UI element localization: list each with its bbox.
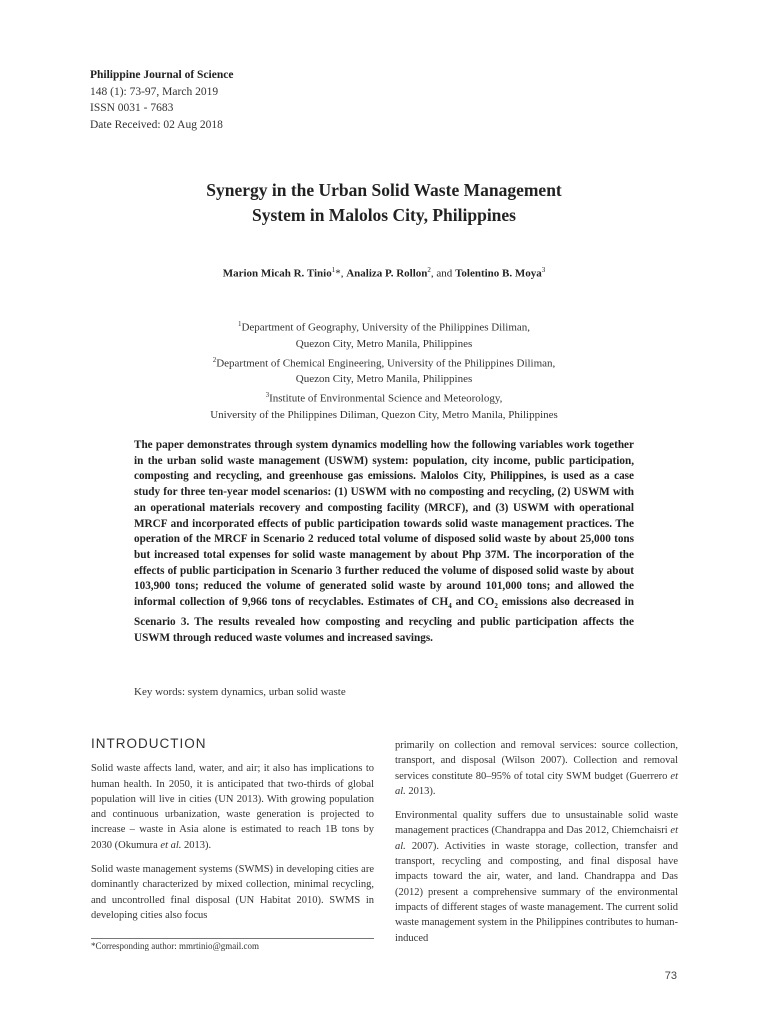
affiliation-3-text: Institute of Environmental Science and Meteorology, bbox=[269, 392, 503, 405]
journal-info bbox=[90, 67, 233, 133]
section-heading-introduction: INTRODUCTION bbox=[91, 736, 207, 751]
author-separator: , and bbox=[430, 267, 456, 280]
affiliation-1-line-1 bbox=[0, 316, 768, 336]
right-paragraph-1 bbox=[395, 738, 678, 799]
intro-paragraph-1 bbox=[91, 761, 374, 853]
intro-p1-end: 2013). bbox=[181, 839, 212, 851]
right-p2-text: Environmental quality suffers due to unsustainable solid waste management practices (Chandrappa and Das 2012, Chiemchaisri bbox=[395, 810, 678, 837]
footnote-divider bbox=[91, 938, 374, 939]
journal-issn: ISSN 0031 - 7683 bbox=[90, 102, 174, 114]
title-line-2: System in Malolos City, Philippines bbox=[252, 205, 516, 225]
right-paragraph-2 bbox=[395, 808, 678, 946]
affiliation-3-mark: 3 bbox=[265, 391, 270, 400]
intro-paragraph-2: Solid waste management systems (SWMS) in developing cities are dominantly characterized by mixed collection, minimal recycling, and uncontrolled final disposal (UN Habitat 2010). SWMS in developing cities also focus bbox=[91, 864, 374, 921]
author-1-mark: *, bbox=[335, 267, 347, 280]
right-p2-etal: et al. bbox=[395, 825, 678, 852]
page-number: 73 bbox=[664, 970, 677, 982]
right-p1-text: primarily on collection and removal services: source collection, transport, and disposal (Wilson 2007). Collection and removal services constitute 80–95% of total city SWM budget (Guerrero bbox=[395, 740, 678, 782]
title-line-1: Synergy in the Urban Solid Waste Management bbox=[206, 180, 562, 200]
affiliation-2-mark: 2 bbox=[212, 355, 217, 364]
affiliation-2-line-1 bbox=[0, 352, 768, 372]
journal-volume: 148 (1): 73-97, March 2019 bbox=[90, 85, 219, 98]
author-1-affil: 1 bbox=[331, 266, 336, 274]
abstract-text-2: and CO bbox=[451, 596, 495, 609]
ch4-subscript: 4 bbox=[448, 602, 452, 611]
author-2: Analiza P. Rollon bbox=[346, 267, 428, 280]
affiliation-3-line-1 bbox=[0, 387, 768, 407]
right-p2-end: 2007). Activities in waste storage, collection, transfer and transport, recycling and composting, and final disposal have impacts toward the air, water, and land. Chandrappa and Das (2012) present a comprehensive summary of the environmental impacts of different stages of waste management. The current solid waste management system in the Philippines contributes to human-induced bbox=[395, 840, 678, 944]
abstract bbox=[134, 438, 634, 646]
affiliations bbox=[0, 316, 768, 423]
affiliation-1-line-2: Quezon City, Metro Manila, Philippines bbox=[295, 337, 473, 350]
affiliation-3-line-2: University of the Philippines Diliman, Quezon City, Metro Manila, Philippines bbox=[210, 408, 558, 421]
journal-name: Philippine Journal of Science bbox=[90, 69, 234, 81]
abstract-text-1: The paper demonstrates through system dynamics modelling how the following variables work together in the urban solid waste management (USWM) system: population, city income, public participation, composting and recycling, and greenhouse gas emissions. Malolos City, Philippines, is used as a case study for three ten-year model scenarios: (1) USWM with no composting and recycling, (2) USWM with an operational materials recovery and composting facility (MRCF), and (3) USWM with operational MRCF and incorporated effects of public participation towards solid waste management practices. The operation of the MRCF in Scenario 2 reduced total volume of disposed solid waste by about 25,000 tons but increased total expenses for solid waste management by about Php 37M. The incorporation of the effects of public participation in Scenario 3 further reduced the volume of disposed solid waste by about 103,900 tons; reduced the volume of generated solid waste by around 101,000 tons; and allowed the informal collection of 9,966 tons of recyclables. Estimates of CH bbox=[134, 439, 634, 609]
corresponding-author-footnote: *Corresponding author: mmrtinio@gmail.com bbox=[91, 941, 260, 951]
right-p1-etal: et al. bbox=[395, 770, 678, 797]
paper-title bbox=[0, 178, 768, 228]
author-3-affil: 3 bbox=[541, 266, 546, 274]
co2-subscript: 2 bbox=[494, 602, 498, 611]
intro-p1-etal: et al. bbox=[160, 839, 182, 851]
affiliation-1-mark: 1 bbox=[237, 320, 242, 328]
author-1: Marion Micah R. Tinio bbox=[222, 267, 332, 280]
author-list bbox=[0, 266, 768, 280]
left-column bbox=[91, 736, 374, 932]
author-3: Tolentino B. Moya bbox=[455, 267, 542, 280]
abstract-text-3: emissions also decreased in Scenario 3. The results revealed how composting and recycling and public participation affects the USWM through reduced waste volumes and increased savings. bbox=[134, 596, 634, 644]
author-2-affil: 2 bbox=[427, 266, 431, 274]
keywords: Key words: system dynamics, urban solid waste bbox=[134, 686, 346, 698]
intro-p1-text: Solid waste affects land, water, and air; it also has implications to human health. In 2050, it is anticipated that two-thirds of global population will live in cities (UN 2013). With growing population and continuous urbanization, waste generation is projected to increase – waste in Asia alone is estimated to reach 1B tons by 2030 (Okumura bbox=[91, 763, 374, 851]
affiliation-2-text: Department of Chemical Engineering, University of the Philippines Diliman, bbox=[216, 357, 556, 370]
date-received: Date Received: 02 Aug 2018 bbox=[90, 118, 223, 131]
right-column bbox=[395, 738, 678, 955]
affiliation-1-text: Department of Geography, University of the Philippines Diliman, bbox=[241, 321, 531, 334]
affiliation-2-line-2: Quezon City, Metro Manila, Philippines bbox=[295, 373, 473, 386]
right-p1-end: 2013). bbox=[405, 785, 436, 797]
